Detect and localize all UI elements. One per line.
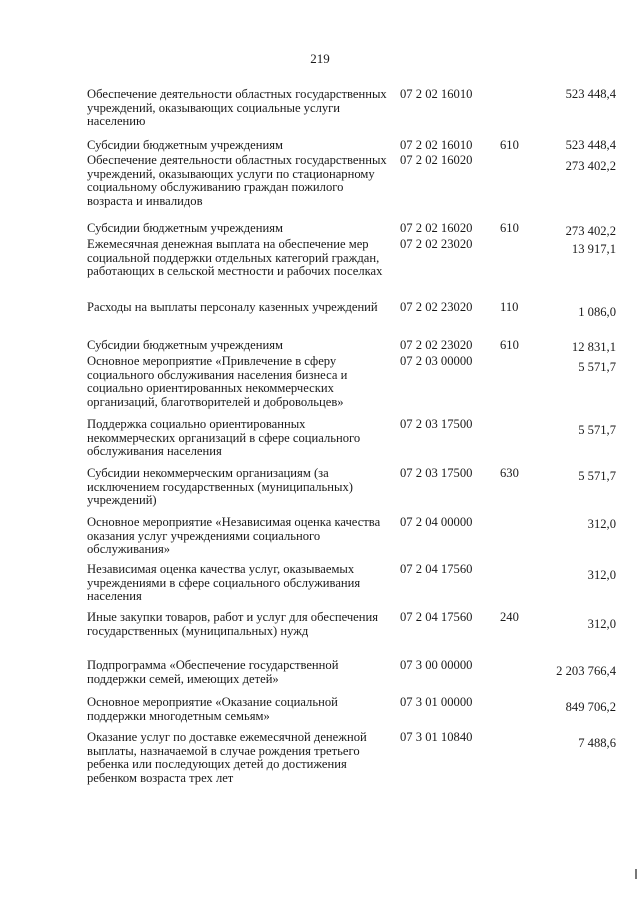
row-amount: 312,0: [587, 568, 616, 582]
row-code: 07 2 02 23020: [400, 300, 473, 314]
row-amount: 13 917,1: [571, 242, 616, 256]
row-code: 07 2 02 16020: [400, 153, 473, 167]
row-description: Обеспечение деятельности областных государственных учреждений, оказывающих услуги по стационарному социальному обслуживанию граждан пожилого возраста и инвалидов: [87, 153, 387, 208]
row-code: 07 2 03 17500: [400, 466, 473, 480]
row-expense-type: 630: [500, 466, 519, 480]
row-description: Независимая оценка качества услуг, оказываемых учреждениями в сфере социального обслуживания населения: [87, 562, 361, 604]
row-expense-type: 610: [500, 338, 519, 352]
row-description: Субсидии бюджетным учреждениям: [87, 338, 283, 352]
page-number: 219: [310, 51, 330, 66]
row-amount: 523 448,4: [565, 138, 616, 152]
row-code: 07 2 04 00000: [400, 515, 473, 529]
row-code: 07 3 01 00000: [400, 695, 473, 709]
row-code: 07 2 02 16020: [400, 221, 473, 235]
row-amount: 7 488,6: [578, 736, 616, 750]
row-code: 07 2 04 17560: [400, 562, 473, 576]
row-code: 07 2 02 23020: [400, 338, 473, 352]
row-expense-type: 240: [500, 610, 519, 624]
row-description: Подпрограмма «Обеспечение государственной поддержки семей, имеющих детей»: [87, 658, 339, 686]
row-description: Обеспечение деятельности областных государственных учреждений, оказывающих социальные услуги населению: [87, 87, 387, 129]
row-amount: 312,0: [587, 517, 616, 531]
row-code: 07 3 01 10840: [400, 730, 473, 744]
row-description: Субсидии бюджетным учреждениям: [87, 221, 283, 235]
row-expense-type: 610: [500, 138, 519, 152]
scan-edge-mark: [635, 869, 637, 879]
row-description: Поддержка социально ориентированных некоммерческих организаций в сфере социального обслуживания населения: [87, 417, 361, 459]
row-description: Иные закупки товаров, работ и услуг для обеспечения государственных (муниципальных) нужд: [87, 610, 379, 638]
row-code: 07 2 03 00000: [400, 354, 473, 368]
row-amount: 5 571,7: [578, 360, 616, 374]
row-description: Ежемесячная денежная выплата на обеспечение мер социальной поддержки отдельных категорий граждан, работающих в сельской местности и рабочих поселках: [87, 237, 383, 279]
row-amount: 5 571,7: [578, 423, 616, 437]
row-amount: 12 831,1: [571, 340, 616, 354]
row-code: 07 2 02 23020: [400, 237, 473, 251]
row-description: Субсидии бюджетным учреждениям: [87, 138, 283, 152]
row-description: Оказание услуг по доставке ежемесячной денежной выплаты, назначаемой в случае рождения третьего ребенка или последующих детей до достижения ребенком возраста трех лет: [87, 730, 367, 785]
row-code: 07 2 02 16010: [400, 138, 473, 152]
row-description: Основное мероприятие «Привлечение в сферу социального обслуживания населения бизнеса и социально ориентированных некоммерческих организаций, благотворителей и добровольцев»: [87, 354, 348, 409]
row-amount: 1 086,0: [578, 305, 616, 319]
row-code: 07 2 02 16010: [400, 87, 473, 101]
row-amount: 273 402,2: [565, 224, 616, 238]
row-code: 07 3 00 00000: [400, 658, 473, 672]
row-code: 07 2 03 17500: [400, 417, 473, 431]
row-amount: 5 571,7: [578, 469, 616, 483]
row-amount: 2 203 766,4: [556, 664, 616, 678]
row-amount: 312,0: [587, 617, 616, 631]
row-description: Расходы на выплаты персоналу казенных учреждений: [87, 300, 378, 314]
row-amount: 849 706,2: [565, 700, 616, 714]
row-amount: 273 402,2: [565, 159, 616, 173]
row-description: Основное мероприятие «Независимая оценка качества оказания услуг учреждениями социального обслуживания»: [87, 515, 381, 557]
row-code: 07 2 04 17560: [400, 610, 473, 624]
row-expense-type: 610: [500, 221, 519, 235]
row-description: Субсидии некоммерческим организациям (за исключением государственных (муниципальных) учреждений): [87, 466, 353, 508]
row-description: Основное мероприятие «Оказание социальной поддержки многодетным семьям»: [87, 695, 338, 723]
row-amount: 523 448,4: [565, 87, 616, 101]
row-expense-type: 110: [500, 300, 519, 314]
